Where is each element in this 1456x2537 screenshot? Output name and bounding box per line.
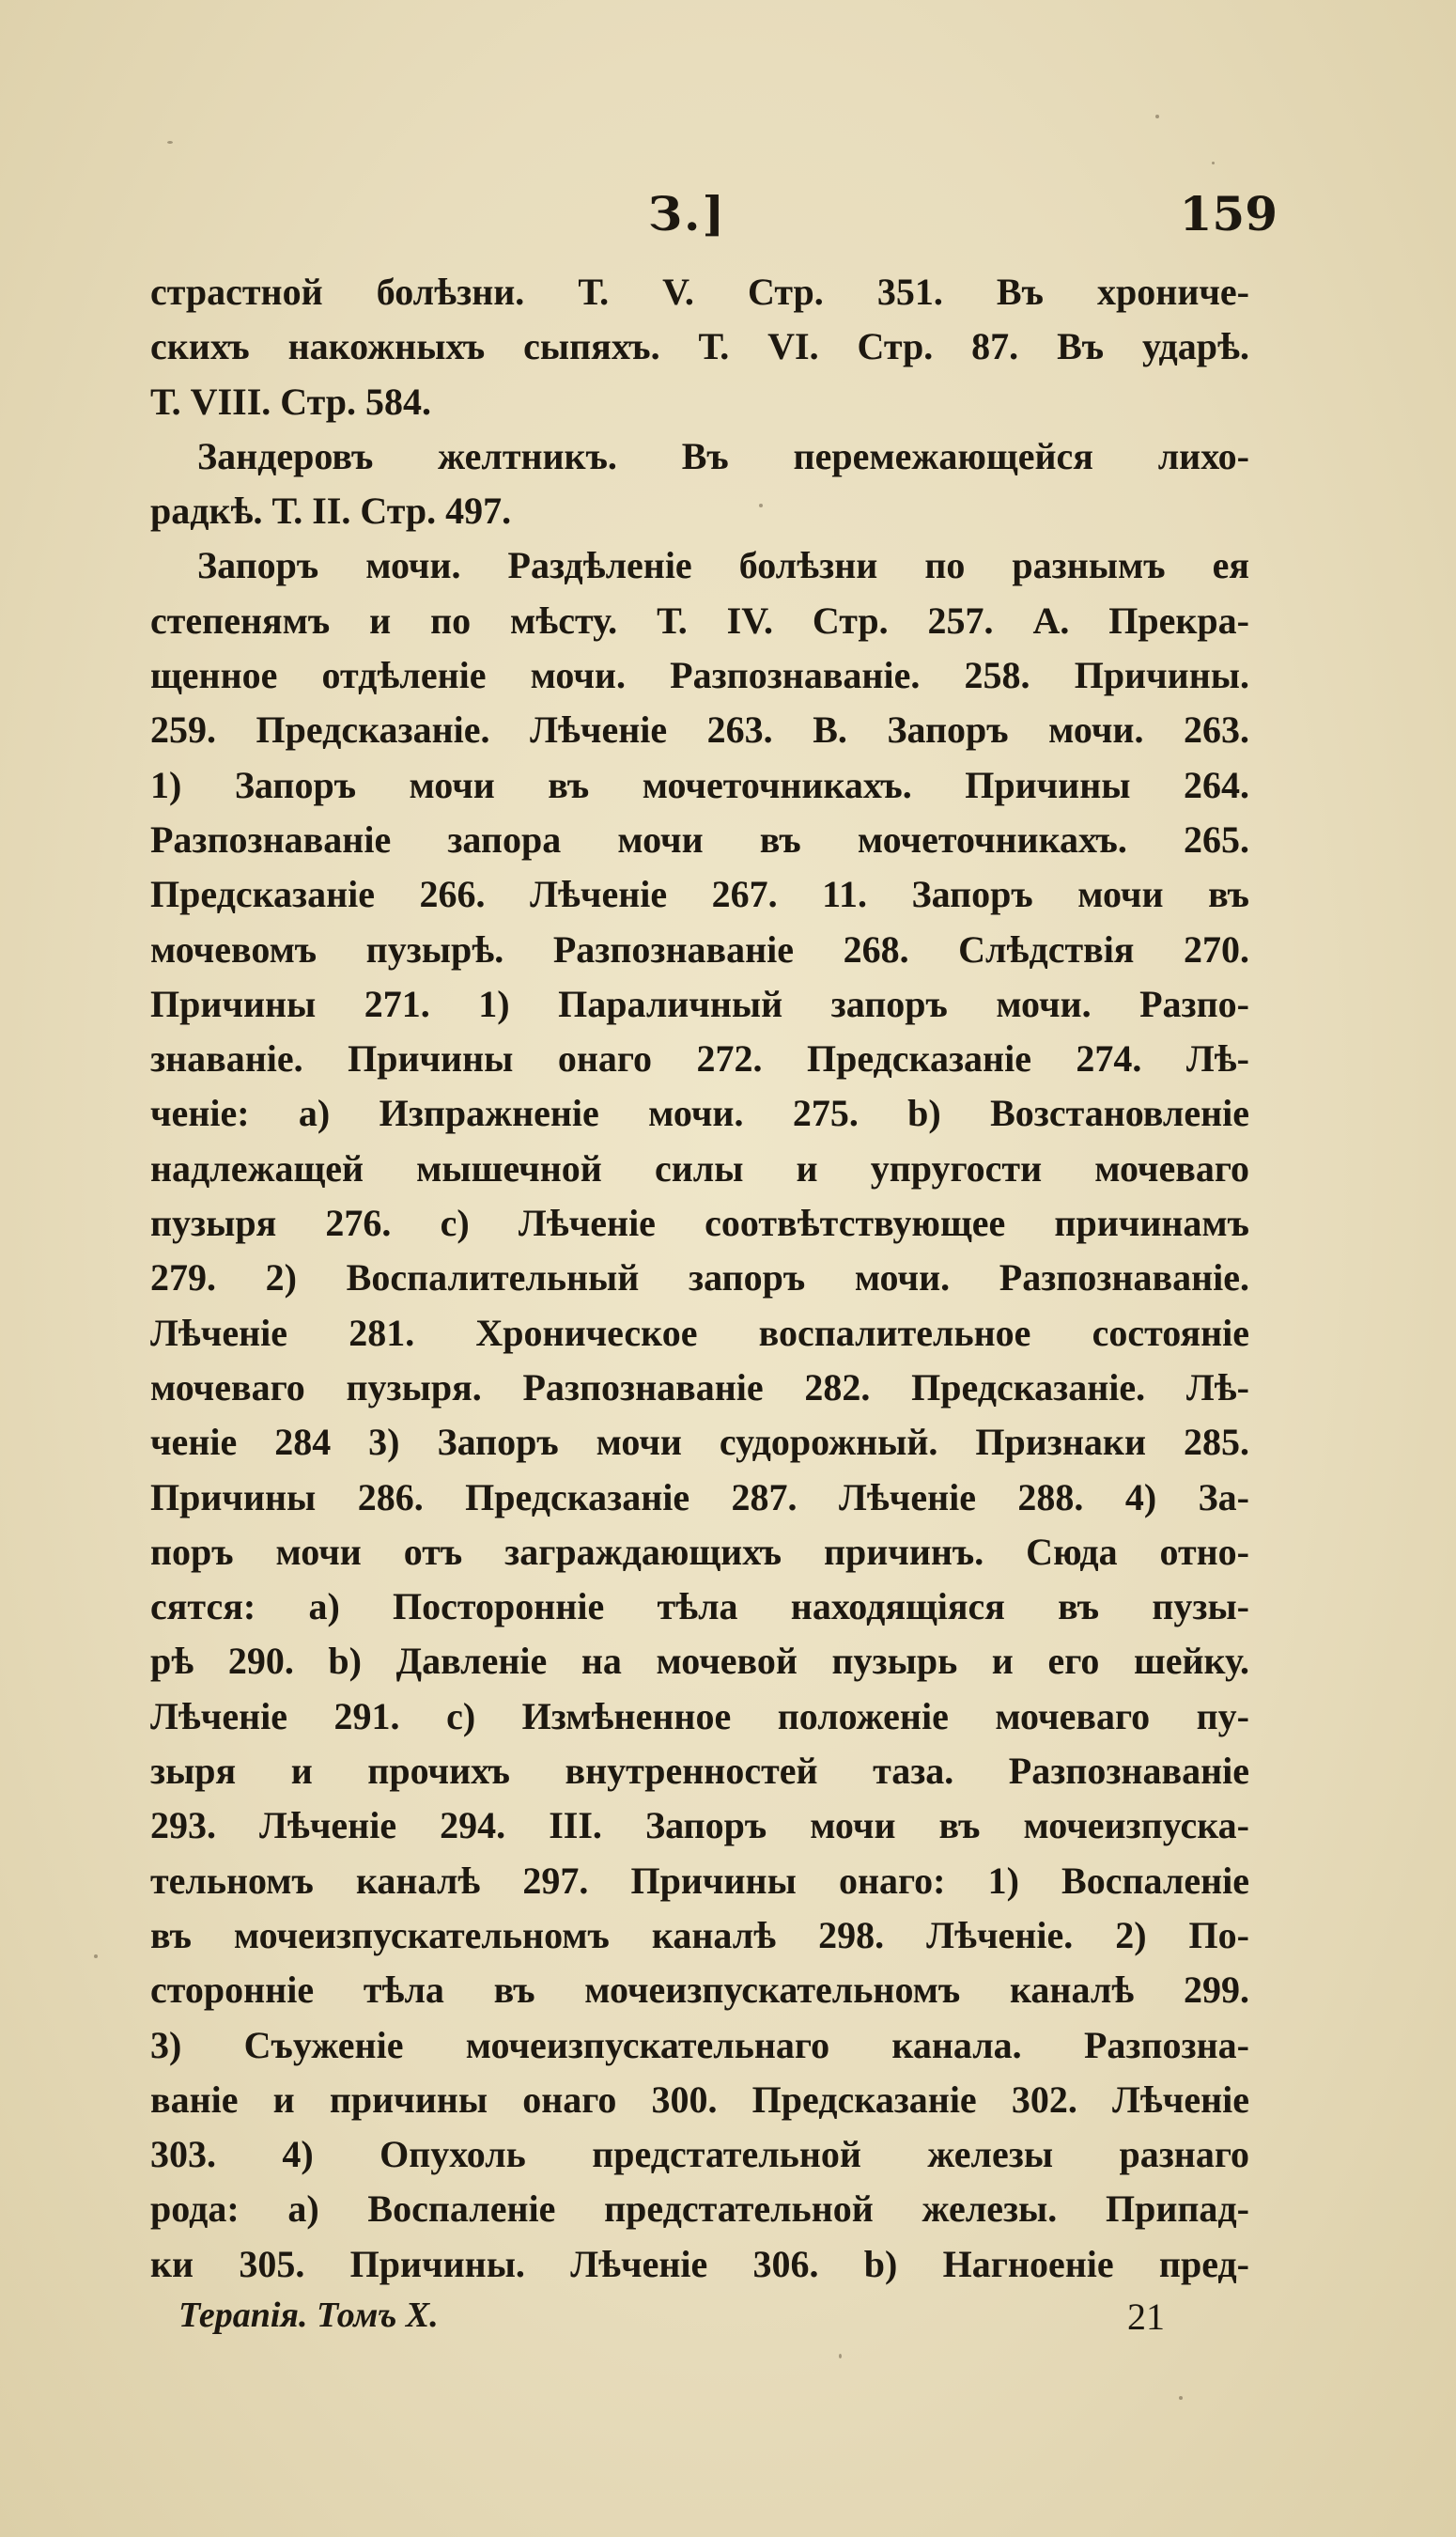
page-footer [178, 2295, 1165, 2351]
index-entry-start: Запоръ мочи. Раздѣленіе болѣзни по разнымъ ея [197, 544, 1249, 587]
text-line: Т. VIII. Стр. 584. [150, 380, 432, 423]
sheet-number: 21 [1127, 2296, 1165, 2338]
text-line: 303. 4) Опухоль предстательной железы разнаго [150, 2133, 1249, 2176]
text-line: степенямъ и по мѣсту. Т. IV. Стр. 257. А. Прекра- [150, 599, 1249, 642]
text-line: пузыря 276. с) Лѣченіе соотвѣтствующее причинамъ [150, 1202, 1249, 1245]
text-line: ваніе и причины онаго 300. Предсказаніе 302. Лѣченіе [150, 2078, 1249, 2121]
text-line: поръ мочи отъ заграждающихъ причинъ. Сюда отно- [150, 1530, 1249, 1573]
text-line: 293. Лѣченіе 294. III. Запоръ мочи въ мочеизпуска- [150, 1804, 1249, 1847]
text-line: радкѣ. Т. II. Стр. 497. [150, 490, 512, 533]
text-line: зыря и прочихъ внутренностей таза. Разпознаваніе [150, 1750, 1249, 1793]
text-line: ченіе 284 3) Запоръ мочи судорожный. Признаки 285. [150, 1421, 1249, 1464]
text-line: Причины 286. Предсказаніе 287. Лѣченіе 288. 4) За- [150, 1475, 1249, 1518]
text-line: рода: а) Воспаленіе предстательной железы. Припад- [150, 2187, 1249, 2231]
text-line: мочеваго пузыря. Разпознаваніе 282. Предсказаніе. Лѣ- [150, 1365, 1249, 1409]
index-entry-start: Зандеровъ желтникъ. Въ перемежающейся лихо- [197, 434, 1249, 477]
text-line: ки 305. Причины. Лѣченіе 306. b) Нагноеніе пред- [150, 2242, 1249, 2285]
index-text-block [150, 265, 1249, 2292]
text-line: Лѣченіе 281. Хроническое воспалительное состояніе [150, 1311, 1249, 1354]
text-line: въ мочеизпускательномъ каналѣ 298. Лѣченіе. 2) По- [150, 1913, 1249, 1956]
text-line: щенное отдѣленіе мочи. Разпознаваніе. 258. Причины. [150, 654, 1249, 697]
text-line: Лѣченіе 291. с) Измѣненное положеніе мочеваго пу- [150, 1694, 1249, 1737]
text-line: Предсказаніе 266. Лѣченіе 267. 11. Запоръ мочи въ [150, 873, 1249, 916]
paper-speck [1179, 2396, 1183, 2400]
text-line: Причины 271. 1) Параличный запоръ мочи. Разпо- [150, 982, 1249, 1025]
section-mark: З.] [648, 186, 727, 241]
text-line: 1) Запоръ мочи въ мочеточникахъ. Причины 264. [150, 763, 1249, 806]
paper-speck [1212, 162, 1215, 164]
page-number: 159 [1179, 186, 1278, 241]
text-line: 279. 2) Воспалительный запоръ мочи. Разпознаваніе. [150, 1256, 1249, 1300]
text-line: 259. Предсказаніе. Лѣченіе 263. В. Запоръ мочи. 263. [150, 708, 1249, 752]
paper-speck [1155, 115, 1159, 118]
text-line: мочевомъ пузырѣ. Разпознаваніе 268. Слѣдствія 270. [150, 927, 1249, 971]
text-line: 3) Съуженіе мочеизпускательнаго канала. Разпозна- [150, 2023, 1249, 2066]
signature-mark: Терапія. Томъ X. [178, 2296, 439, 2335]
text-line: ченіе: а) Изпражненіе мочи. 275. b) Возстановленіе [150, 1092, 1249, 1135]
paper-speck [839, 2354, 842, 2358]
running-head [150, 186, 1278, 252]
text-line: Разпознаваніе запора мочи въ мочеточникахъ. 265. [150, 817, 1249, 861]
paper-speck [94, 1954, 98, 1958]
text-line: скихъ накожныхъ сыпяхъ. Т. VI. Стр. 87. Въ ударѣ. [150, 325, 1249, 368]
paper-speck [167, 141, 173, 144]
text-line: сятся: а) Посторонніе тѣла находящіяся въ пузы- [150, 1585, 1249, 1628]
text-line: страстной болѣзни. Т. V. Стр. 351. Въ хрониче- [150, 271, 1249, 313]
text-line: рѣ 290. b) Давленіе на мочевой пузырь и его шейку. [150, 1640, 1249, 1683]
text-line: знаваніе. Причины онаго 272. Предсказаніе 274. Лѣ- [150, 1037, 1249, 1081]
text-line: сторонніе тѣла въ мочеизпускательномъ каналѣ 299. [150, 1969, 1249, 2012]
text-line: тельномъ каналѣ 297. Причины онаго: 1) Воспаленіе [150, 1859, 1249, 1902]
text-line: надлежащей мышечной силы и упругости мочеваго [150, 1146, 1249, 1190]
